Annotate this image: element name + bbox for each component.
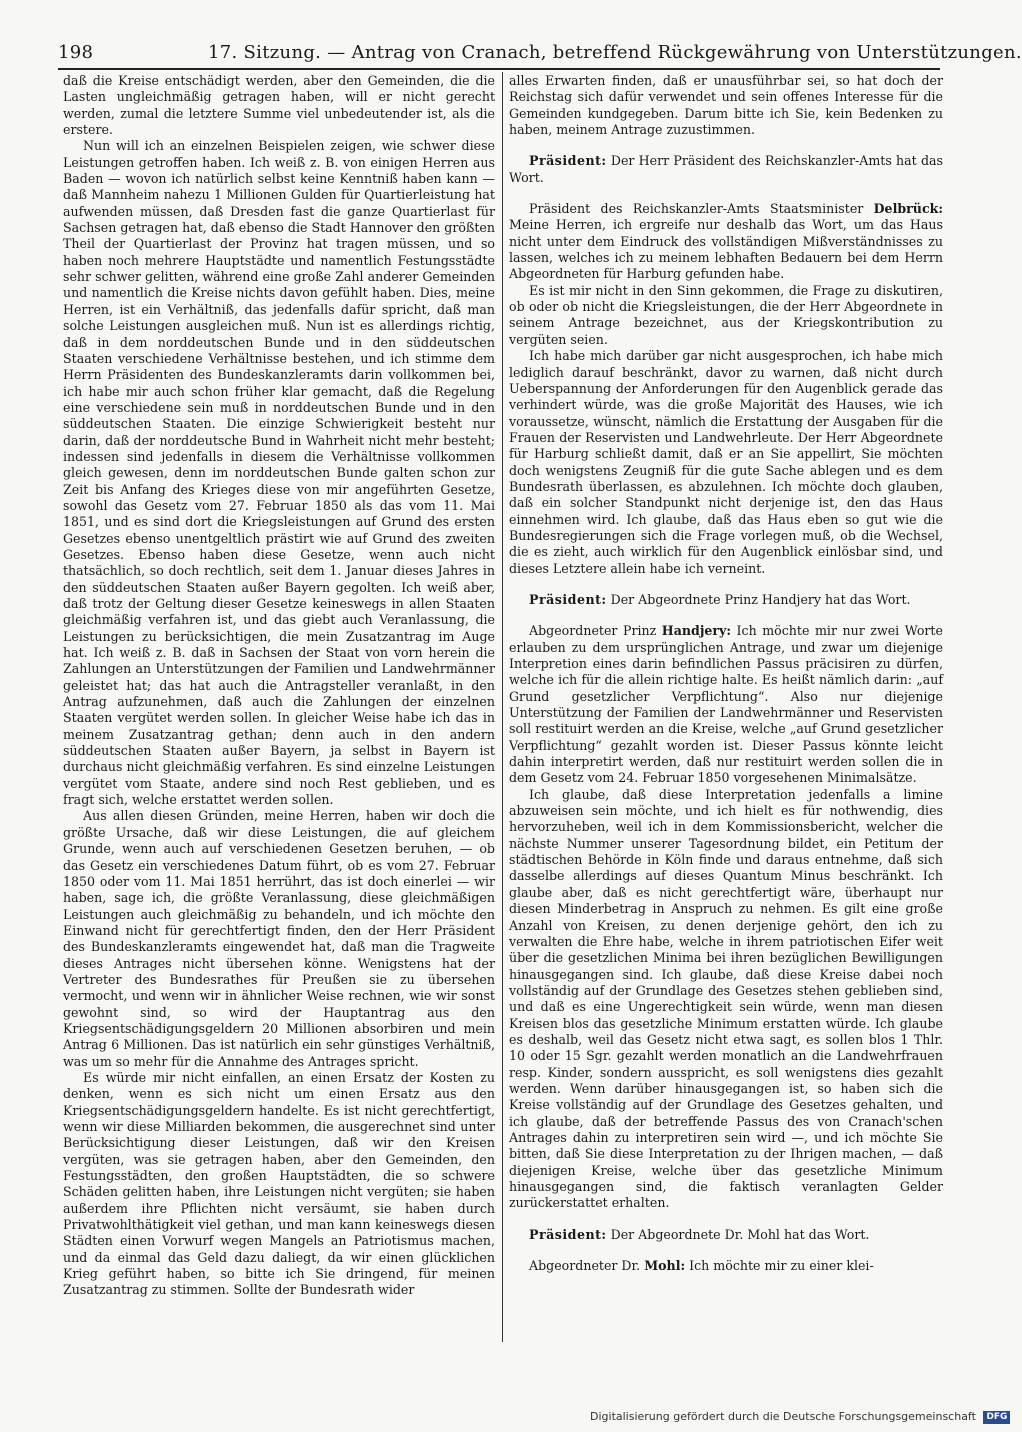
- credit-text: Digitalisierung gefördert durch die Deutsche Forschungsgemeinschaft: [590, 1410, 976, 1423]
- speaker-text: Ich möchte mir nur zwei Worte erlauben zu dem ursprünglichen Antrage, und zwar um diejenige Interpretion eines darin befindlichen Passus präcisiren zu dürfen, welche ich für die allein richtige halte. Es heißt nämlich darin: „auf Grund gesetzlicher Verpflichtung“. Also nur diejenige Unterstützung der Familien der Landwehrmänner und Reservisten soll restituirt werden an die Kreise, welche „auf Grund gesetzlicher Verpflichtung“ gezahlt worden ist. Dieser Passus könnte leicht dahin interpretirt werden, daß nur restituirt werden sollen die in dem Gesetz vom 24. Februar 1850 vorgesehenen Minimalsätze.: [509, 623, 943, 786]
- speaker-turn: [509, 623, 943, 786]
- paragraph: Ich habe mich darüber gar nicht ausgesprochen, ich habe mich lediglich darauf beschränkt, davor zu warnen, daß nicht durch Ueberspannung der Anforderungen für den Augenblick gerade das verhindert würde, was die große Majorität des Hauses, wie ich voraussetze, wünscht, nämlich die Erstattung der Ausgaben für die Frauen der Reservisten und Landwehrleute. Der Herr Abgeordnete für Harburg schließt damit, daß er an Sie appellirt, Sie möchten doch wenigstens Zeugniß für die gute Sache ablegen und es dem Bundesrath überlassen, es abzulehnen. Ich möchte doch glauben, daß ein solcher Standpunkt nicht derjenige ist, den das Haus einnehmen wird. Ich glaube, daß das Haus eben so gut wie die Bundesregierungen sich die Frage vorlegen muß, ob die Wechsel, die es zieht, auch wirklich für den Augenblick einlösbar sind, und dieses Letztere allein habe ich verneint.: [509, 348, 943, 576]
- paragraph: Nun will ich an einzelnen Beispielen zeigen, wie schwer diese Leistungen getroffen haben. Ich weiß z. B. von einigen Herren aus Baden — wovon ich natürlich selbst keine Kenntniß haben kann — daß Mannheim nahezu 1 Millionen Gulden für Quartierleistung hat aufwenden müssen, daß Dresden fast die ganze Quartierlast für Sachsen getragen hat, daß ebenso die Stadt Hannover den größten Theil der Quartierlast der Provinz hat tragen müssen, und so haben noch mehrere Hauptstädte und namentlich Festungsstädte sehr schwer gelitten, während eine große Zahl anderer Gemeinden und namentlich die Kreise nichts davon gefühlt haben. Dies, meine Herren, ist ein Verhältniß, das jedenfalls dafür spricht, daß man solche Leistungen ausgleichen muß. Nun ist es allerdings richtig, daß in dem norddeutschen Bunde und in den süddeutschen Staaten verschiedene Verhältnisse bestehen, und ich stimme dem Herrn Präsidenten des Bundeskanzleramts darin vollkommen bei, ich habe mir auch schon früher klar gemacht, daß die Regelung eine verschiedene sein muß in norddeutschen Bunde und in den süddeutschen Staaten. Die einzige Schwierigkeit besteht nur darin, daß der norddeutsche Bund in Wahrheit nicht mehr besteht; indessen sind jedenfalls in diesem die Verhältnisse vollkommen gleich gewesen, denn im norddeutschen Bunde galten schon zur Zeit bis Anfang des Krieges diese von mir angeführten Gesetze, sowohl das Gesetz vom 27. Februar 1850 als das vom 11. Mai 1851, und es sind dort die Kriegsleistungen auf Grund des ersten Gesetzes ebenso unentgeltlich prästirt wie auf Grund des zweiten Gesetzes. Ebenso haben diese Gesetze, wenn auch nicht thatsächlich, so doch rechtlich, seit dem 1. Januar dieses Jahres in den süddeutschen Staaten außer Bayern gegolten. Ich weiß aber, daß trotz der Geltung dieser Gesetze keineswegs in allen Staaten gleichmäßig verfahren ist, und das giebt auch Veranlassung, die Leistungen zu berücksichtigen, die mein Zusatzantrag im Auge hat. Ich weiß z. B. daß in Sachsen der Staat von vorn herein die Zahlungen an Unterstützungen der Familien und Landwehrmänner geleistet hat; das hat auch die Antragsteller veranlaßt, in den Antrag aufzunehmen, daß auch die Zahlungen der einzelnen Staaten vergütet werden sollen. In gleicher Weise habe ich das in meinem Zusatzantrag gethan; denn auch in den andern süddeutschen Staaten außer Bayern, ja selbst in Bayern ist durchaus nicht gleichmäßig verfahren. Es sind einzelne Leistungen vergütet vom Staate, andere sind noch Rest geblieben, und es fragt sich, welche erstattet werden sollen.: [63, 138, 495, 808]
- paragraph: Es ist mir nicht in den Sinn gekommen, die Frage zu diskutiren, ob oder ob nicht die Kriegsleistungen, die der Herr Abgeordnete in seinem Antrage bezeichnet, aus der Kriegskontribution zu vergüten seien.: [509, 282, 943, 347]
- speaker-name: Delbrück:: [873, 201, 943, 217]
- speaker-label: Präsident:: [529, 1226, 607, 1242]
- speaker-turn: [509, 201, 943, 283]
- left-column: [63, 73, 495, 1345]
- header-rule: [58, 68, 940, 70]
- paragraph: Ich glaube, daß diese Interpretation jedenfalls a limine abzuweisen sein möchte, und ich hielt es für nothwendig, dies hervorzuheben, weil ich in dem Kommissionsbericht, welcher die nächste Nummer unserer Tagesordnung bildet, ein Petitum der städtischen Behörde in Köln finde und daraus entnehme, daß sich dasselbe allerdings auf dieses Quantum Minus beschränkt. Ich glaube aber, daß es nicht gerechtfertigt wäre, überhaupt nur diesen Minderbetrag in Anspruch zu nehmen. Es gilt eine große Anzahl von Kreisen, zu denen derjenige gehört, den ich zu verwalten die Ehre habe, welche in ihrem patriotischen Eifer weit über die gesetzlichen Minima bei ihren bezüglichen Bewilligungen hinausgegangen sind. Ich glaube, daß diese Kreise dabei noch vollständig auf der Grundlage des Gesetzes stehen geblieben sind, und daß es eine Ungerechtigkeit sein würde, wenn man diesen Kreisen blos das gesetzliche Minimum erstatten würde. Ich glaube es deshalb, weil das Gesetz nicht etwa sagt, es sollen blos 1 Thlr. 10 oder 15 Sgr. gezahlt werden monatlich an die Landwehrfrauen resp. Kinder, sondern ausspricht, es soll wenigstens dies gezahlt werden. Wenn darüber hinausgegangen ist, so haben sich die Kreise vollständig auf der Grundlage des Gesetzes gehalten, und ich glaube, daß der betreffende Passus des von Cranach'schen Antrages dahin zu interpretiren sein wird —, und ich möchte Sie bitten, daß Sie diese Interpretation zu der Ihrigen machen, — daß diejenigen Kreise, welche über das gesetzliche Minimum hinausgegangen sind, die faktisch veranlagten Gelder zurückerstattet erhalten.: [509, 786, 943, 1211]
- dfg-logo: DFG: [983, 1411, 1010, 1424]
- speaker-turn: [509, 592, 943, 608]
- speaker-turn: [509, 1227, 943, 1243]
- speaker-intro: Abgeordneter Prinz: [529, 623, 657, 639]
- speaker-intro: Abgeordneter Dr.: [529, 1258, 641, 1274]
- paragraph: Aus allen diesen Gründen, meine Herren, haben wir doch die größte Ursache, daß wir diese Leistungen, die auf gleichem Grunde, wenn auch auf verschiedenen Gesetzen beruhen, — ob das Gesetz ein verschiedenes Datum führt, ob es vom 27. Februar 1850 oder vom 11. Mai 1851 herrührt, das ist doch einerlei — wir haben, sage ich, die größte Veranlassung, diese gleichmäßigen Leistungen auch gleichmäßig zu behandeln, und ich möchte den Einwand nicht für gerechtfertigt finden, den der Herr Präsident des Bundeskanzleramts eingewendet hat, daß man die Tragweite dieses Antrages nicht übersehen könne. Wenigstens hat der Vertreter des Bundesrathes für Preußen sie zu übersehen vermocht, und wenn wir in ähnlicher Weise rechnen, wie wir sonst gewohnt sind, so wird der Hauptantrag aus den Kriegsentschädigungsgeldern 20 Millionen absorbiren und mein Antrag 6 Millionen. Das ist natürlich ein sehr günstiges Verhältniß, was um so mehr für die Annahme des Antrages spricht.: [63, 808, 495, 1069]
- column-divider: [502, 72, 503, 1342]
- page-number: 198: [58, 42, 94, 63]
- speaker-turn: [509, 1258, 943, 1274]
- speaker-name: Mohl:: [644, 1258, 686, 1274]
- speaker-label: Präsident:: [529, 591, 607, 607]
- speaker-intro: Präsident des Reichskanzler-Amts Staatsminister: [529, 201, 864, 217]
- right-column: [509, 73, 943, 1353]
- speaker-label: Präsident:: [529, 153, 607, 169]
- running-title: 17. Sitzung. — Antrag von Cranach, betreffend Rückgewährung von Unterstützungen.: [208, 42, 1022, 63]
- paragraph: alles Erwarten finden, daß er unausführbar sei, so hat doch der Reichstag sich dafür verwendet und sein offenes Interesse für die Gemeinden kundgegeben. Darum bitte ich Sie, kein Bedenken zu haben, meinem Antrage zuzustimmen.: [509, 73, 943, 138]
- speaker-name: Handjery:: [661, 623, 731, 639]
- speaker-text: Der Abgeordnete Prinz Handjery hat das Wort.: [610, 591, 911, 607]
- paragraph: Es würde mir nicht einfallen, an einen Ersatz der Kosten zu denken, wenn es sich nicht um einen Ersatz aus den Kriegsentschädigungsgeldern handelte. Es ist nicht gerechtfertigt, wenn wir diese Milliarden bekommen, die ausgerechnet sind unter Berücksichtigung dieser Leistungen, daß wir den Kreisen vergüten, was sie getragen haben, aber den Gemeinden, den Festungsstädten, den großen Hauptstädten, die so schwere Schäden gelitten haben, ihre Leistungen nicht vergüten; sie haben außerdem ihre Pflichten nicht versäumt, sie haben durch Privatwohlthätigkeit viel gethan, und man kann keineswegs diesen Städten einen Vorwurf wegen Mangels an Patriotismus machen, und da einmal das Geld dazu daliegt, da wir einen glücklichen Krieg geführt haben, so bitte ich Sie dringend, für meinen Zusatzantrag zu stimmen. Sollte der Bundesrath wider: [63, 1069, 495, 1298]
- speaker-text: Ich möchte mir zu einer klei-: [689, 1258, 874, 1274]
- paragraph: daß die Kreise entschädigt werden, aber den Gemeinden, die die Lasten ungleichmäßig getragen haben, will er nicht gerecht werden, zumal die letztere Summe viel unbedeutender ist, als die erstere.: [63, 73, 495, 138]
- speaker-text: Der Herr Präsident des Reichskanzler-Amts hat das Wort.: [509, 153, 943, 185]
- page-header: [58, 36, 1022, 70]
- speaker-text: Der Abgeordnete Dr. Mohl hat das Wort.: [610, 1226, 870, 1242]
- speaker-text: Meine Herren, ich ergreife nur deshalb das Wort, um das Haus nicht unter dem Eindruck des vollständigen Mißverständnisses zu lassen, welches ich zu meinem lebhaften Bedauern bei dem Herrn Abgeordneten für Harburg gefunden habe.: [509, 217, 943, 282]
- digitization-credit: [590, 1410, 1008, 1424]
- speaker-turn: [509, 153, 943, 186]
